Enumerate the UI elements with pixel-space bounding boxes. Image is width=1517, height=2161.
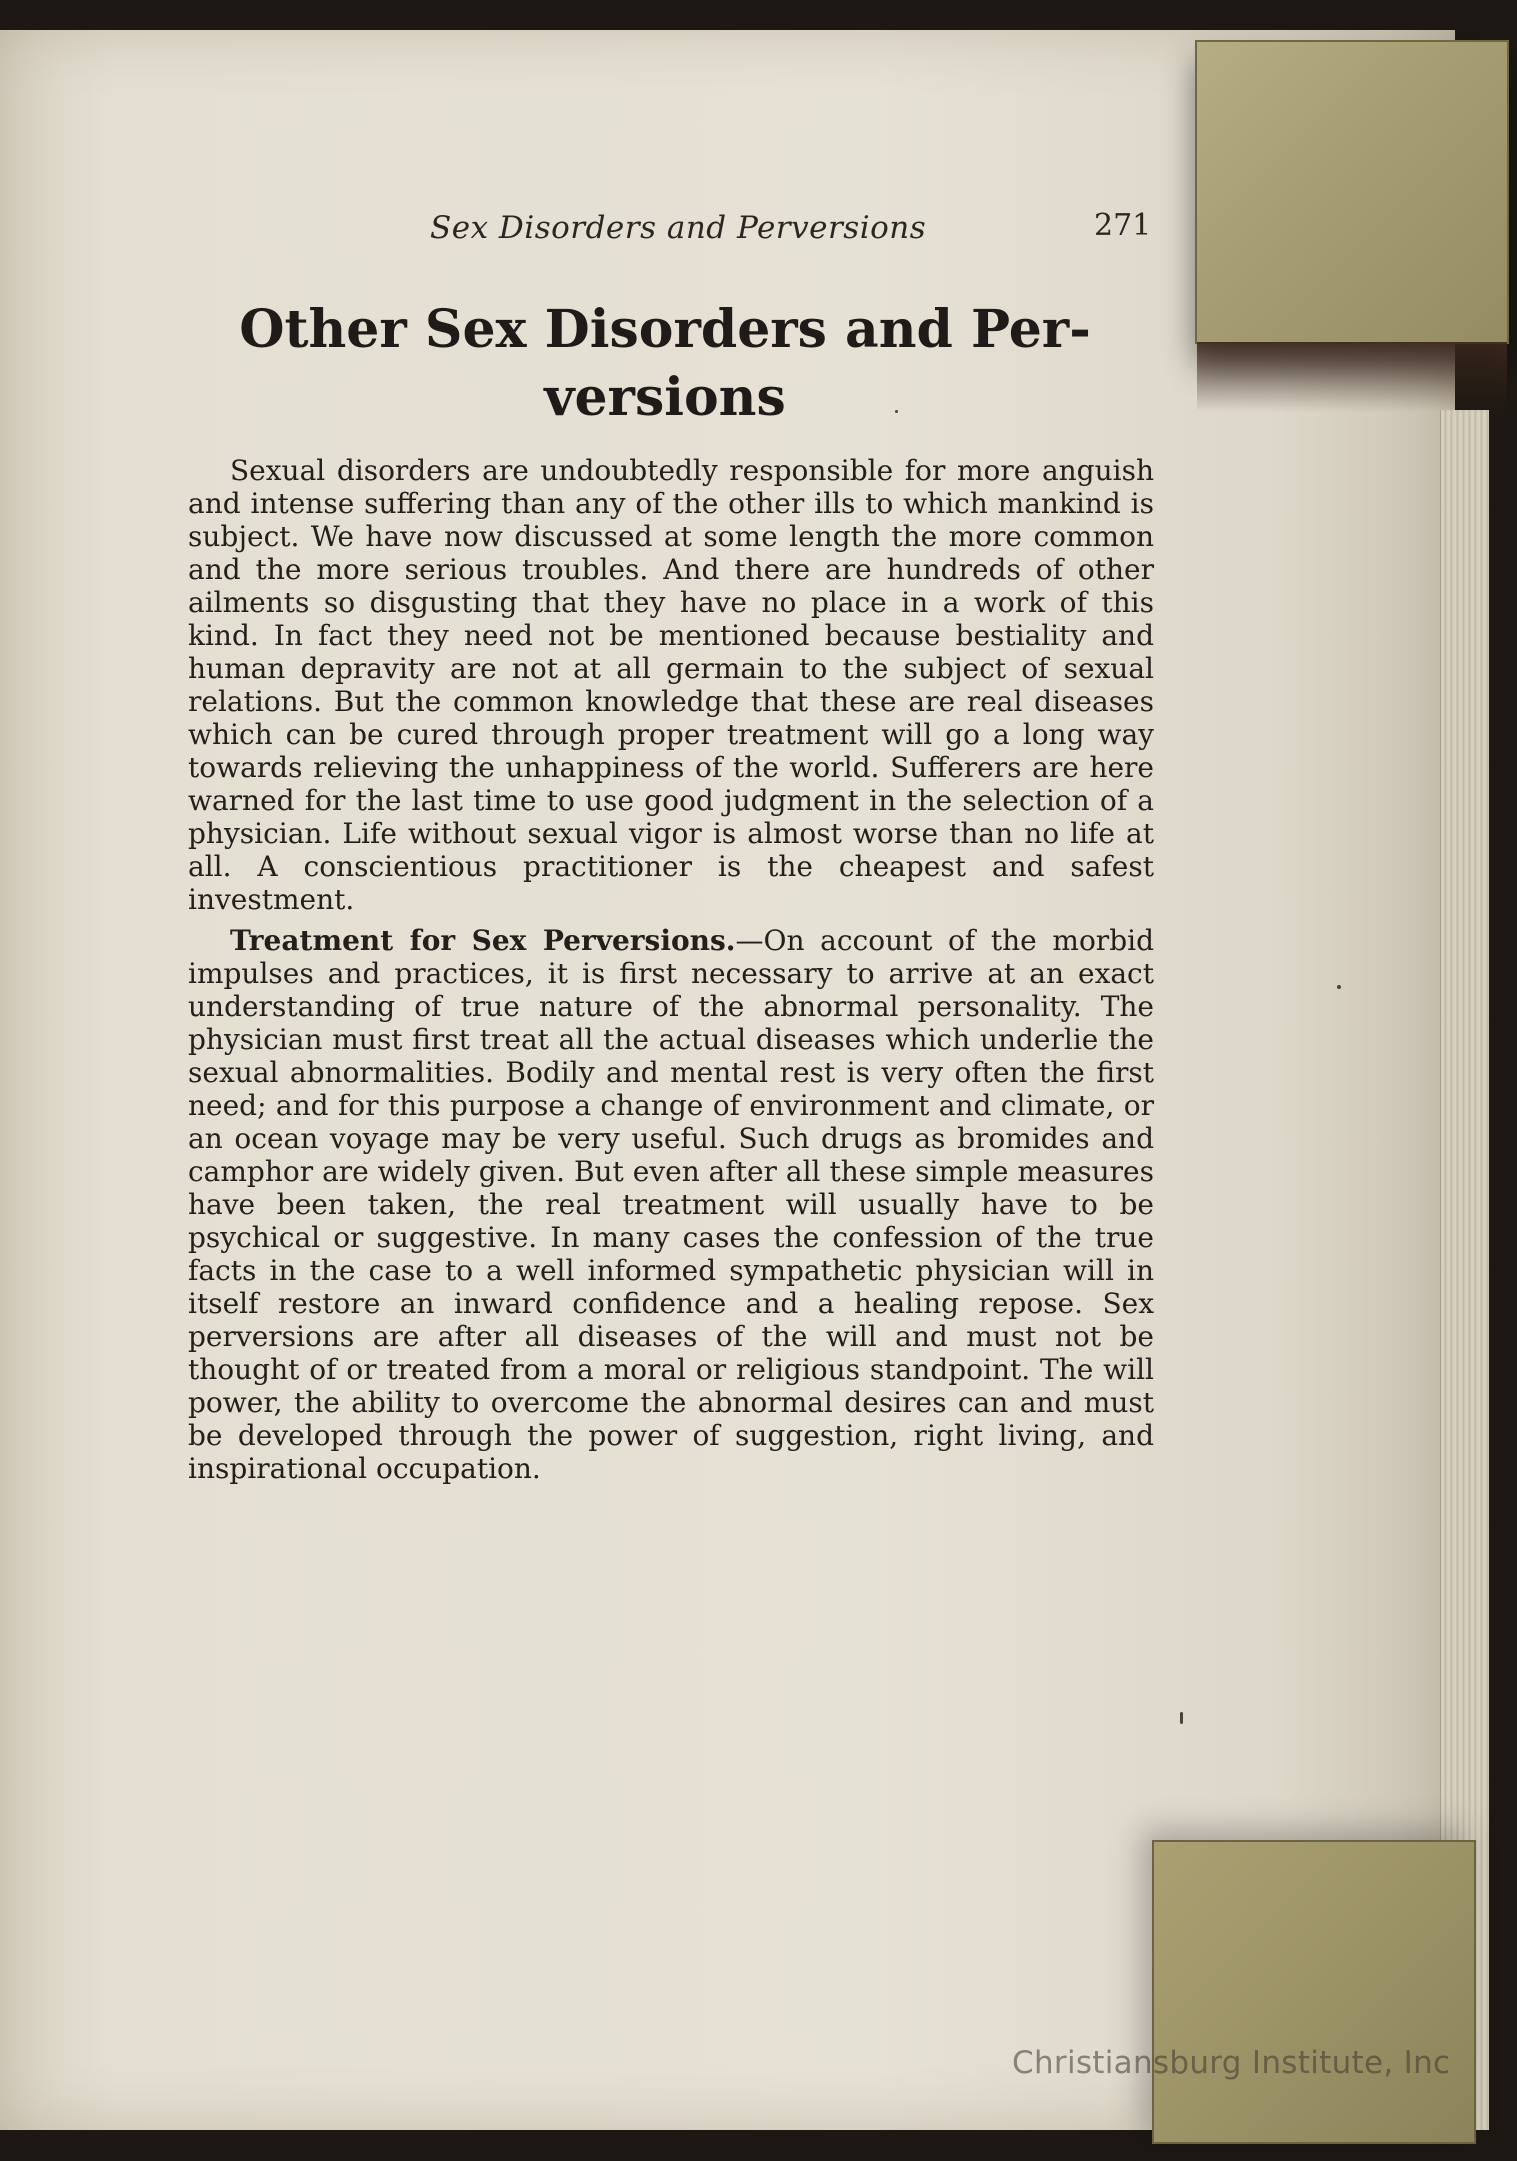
- paper-speck: [1337, 985, 1341, 989]
- watermark: Christiansburg Institute, Inc: [1012, 2045, 1451, 2081]
- body-text: [188, 454, 1154, 1493]
- run-in-heading: Treatment for Sex Perversions.: [230, 924, 736, 957]
- chapter-title-line-1: Other Sex Disorders and Per-: [239, 299, 1091, 360]
- bottom-corner-tab: [1152, 1840, 1476, 2144]
- paper-speck: [895, 410, 898, 413]
- paragraph-treatment: [188, 924, 1154, 1485]
- chapter-title-line-2: versions: [544, 367, 786, 428]
- paragraph-treatment-text: —On account of the morbid impulses and practices, it is first necessary to arrive at an exact understanding of true nature of the abnormal personality. The physician must first treat all the actual diseases which underlie the sexual abnormalities. Bodily and mental rest is very often the first need; and for this purpose a change of environment and climate, or an ocean voyage may be very useful. Such drugs as bromides and camphor are widely given. But even after all these simple measures have been taken, the real treatment will usually have to be psychical or suggestive. In many cases the confession of the true facts in the case to a well informed sympathetic physician will in itself restore an inward confidence and a healing repose. Sex perversions are after all diseases of the will and must not be thought of or treated from a moral or religious standpoint. The will power, the ability to overcome the abnormal desires can and must be developed through the power of suggestion, right living, and inspirational occupation.: [188, 924, 1154, 1485]
- chapter-title: [190, 296, 1140, 432]
- top-corner-tab: [1195, 40, 1509, 344]
- paragraph-intro: Sexual disorders are undoubtedly responsible for more anguish and intense suffering than any of the other ills to which mankind is subject. We have now discussed at some length the more common and the more serious troubles. And there are hundreds of other ailments so disgusting that they have no place in a work of this kind. In fact they need not be mentioned because bestiality and human depravity are not at all germain to the subject of sexual relations. But the common knowledge that these are real diseases which can be cured through proper treatment will go a long way towards relieving the unhappiness of the world. Sufferers are here warned for the last time to use good judgment in the selection of a physician. Life without sexual vigor is almost worse than no life at all. A conscientious practitioner is the cheapest and safest investment.: [188, 454, 1154, 916]
- paper-speck: [1180, 1712, 1183, 1724]
- page-number: 271: [1094, 208, 1152, 243]
- running-head: Sex Disorders and Perversions: [430, 210, 927, 246]
